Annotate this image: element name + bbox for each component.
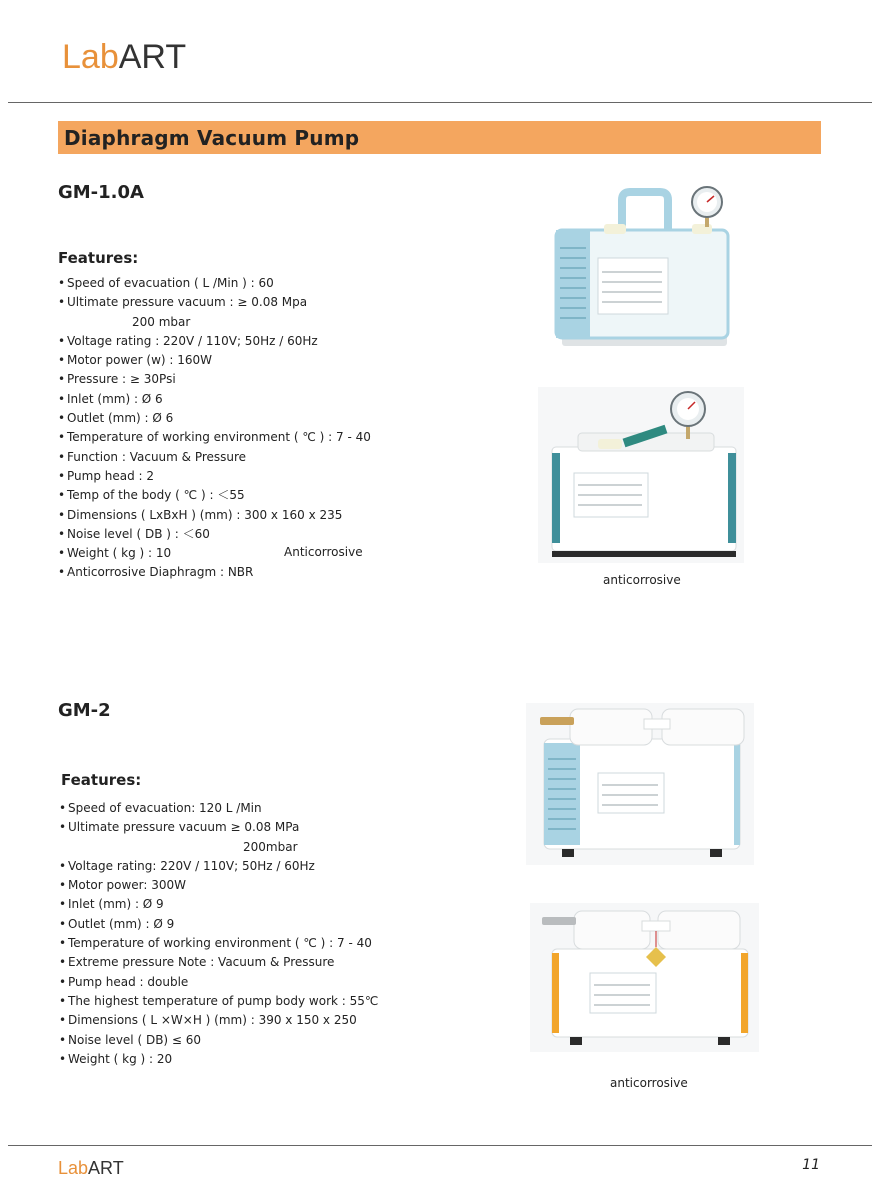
footer-divider	[8, 1145, 872, 1146]
footer-logo	[58, 1158, 124, 1179]
feature-item: • Weight ( kg ) : 10	[58, 546, 172, 561]
brand-logo	[62, 38, 186, 77]
feature-item: • Inlet (mm) : Ø 6	[58, 391, 163, 406]
feature-item: • Motor power: 300W	[59, 878, 186, 893]
image-caption: anticorrosive	[603, 573, 681, 587]
logo-art: ART	[118, 38, 187, 76]
feature-item: • Temp of the body ( ℃ ) : ＜55	[58, 488, 245, 503]
weight-side-label: Anticorrosive	[284, 545, 363, 559]
product-model: GM-2	[58, 700, 111, 721]
feature-item: • Noise level ( DB ) : ＜60	[58, 526, 210, 541]
image-caption: anticorrosive	[610, 1076, 688, 1090]
features-title: Features:	[61, 771, 142, 789]
feature-item: • Pump head : double	[59, 974, 189, 989]
feature-item: • Speed of evacuation: 120 L /Min	[59, 801, 262, 815]
feature-item: • Dimensions ( L ×W×H ) (mm) : 390 x 150 x 250	[59, 1013, 357, 1028]
feature-item: • Temperature of working environment ( ℃ ) : 7 - 40	[59, 936, 372, 951]
feature-item: • Weight ( kg ) : 20	[59, 1051, 173, 1066]
feature-item: • Ultimate pressure vacuum ≥ 0.08 MPa	[59, 820, 300, 835]
feature-item: • Pressure : ≥ 30Psi	[58, 372, 176, 387]
feature-item: • Voltage rating: 220V / 110V; 50Hz / 60Hz	[59, 858, 315, 873]
pump-image-gm2-blue	[526, 703, 754, 865]
header-divider	[8, 102, 872, 103]
feature-item: • Function : Vacuum & Pressure	[58, 449, 247, 464]
feature-item: • Ultimate pressure vacuum : ≥ 0.08 Mpa	[58, 295, 308, 310]
feature-item: • Speed of evacuation ( L /Min ) : 60	[58, 276, 274, 290]
logo-lab: Lab	[62, 38, 119, 76]
feature-continuation: 200mbar	[243, 839, 298, 854]
pump-image-gm1-blue	[542, 182, 735, 367]
feature-item: • Pump head : 2	[58, 468, 155, 483]
logo-art: ART	[88, 1158, 124, 1178]
feature-item: • The highest temperature of pump body work : 55℃	[59, 993, 379, 1008]
feature-item: • Anticorrosive Diaphragm : NBR	[58, 565, 254, 580]
features-list	[59, 799, 378, 1069]
feature-item: • Extreme pressure Note : Vacuum & Pressure	[59, 955, 335, 970]
feature-item: • Outlet (mm) : Ø 6	[58, 411, 174, 426]
section-banner	[58, 121, 821, 154]
feature-item: • Inlet (mm) : Ø 9	[59, 897, 164, 912]
feature-item: • Motor power (w) : 160W	[58, 353, 213, 368]
features-list	[58, 274, 371, 583]
feature-item: • Noise level ( DB) ≤ 60	[59, 1032, 202, 1047]
feature-continuation: 200 mbar	[132, 314, 191, 329]
page-number: 11	[802, 1157, 820, 1173]
feature-item: • Outlet (mm) : Ø 9	[59, 916, 175, 931]
pump-image-gm1-teal	[538, 387, 744, 563]
banner-title: Diaphragm Vacuum Pump	[64, 126, 360, 150]
feature-item: • Voltage rating : 220V / 110V; 50Hz / 60Hz	[58, 333, 318, 348]
features-title: Features:	[58, 249, 139, 267]
feature-item: • Dimensions ( LxBxH ) (mm) : 300 x 160 x 235	[58, 507, 343, 522]
product-model: GM-1.0A	[58, 182, 144, 203]
feature-item: • Temperature of working environment ( ℃ ) : 7 - 40	[58, 430, 371, 445]
pump-image-gm2-amber	[530, 903, 759, 1052]
logo-lab: Lab	[58, 1158, 89, 1178]
